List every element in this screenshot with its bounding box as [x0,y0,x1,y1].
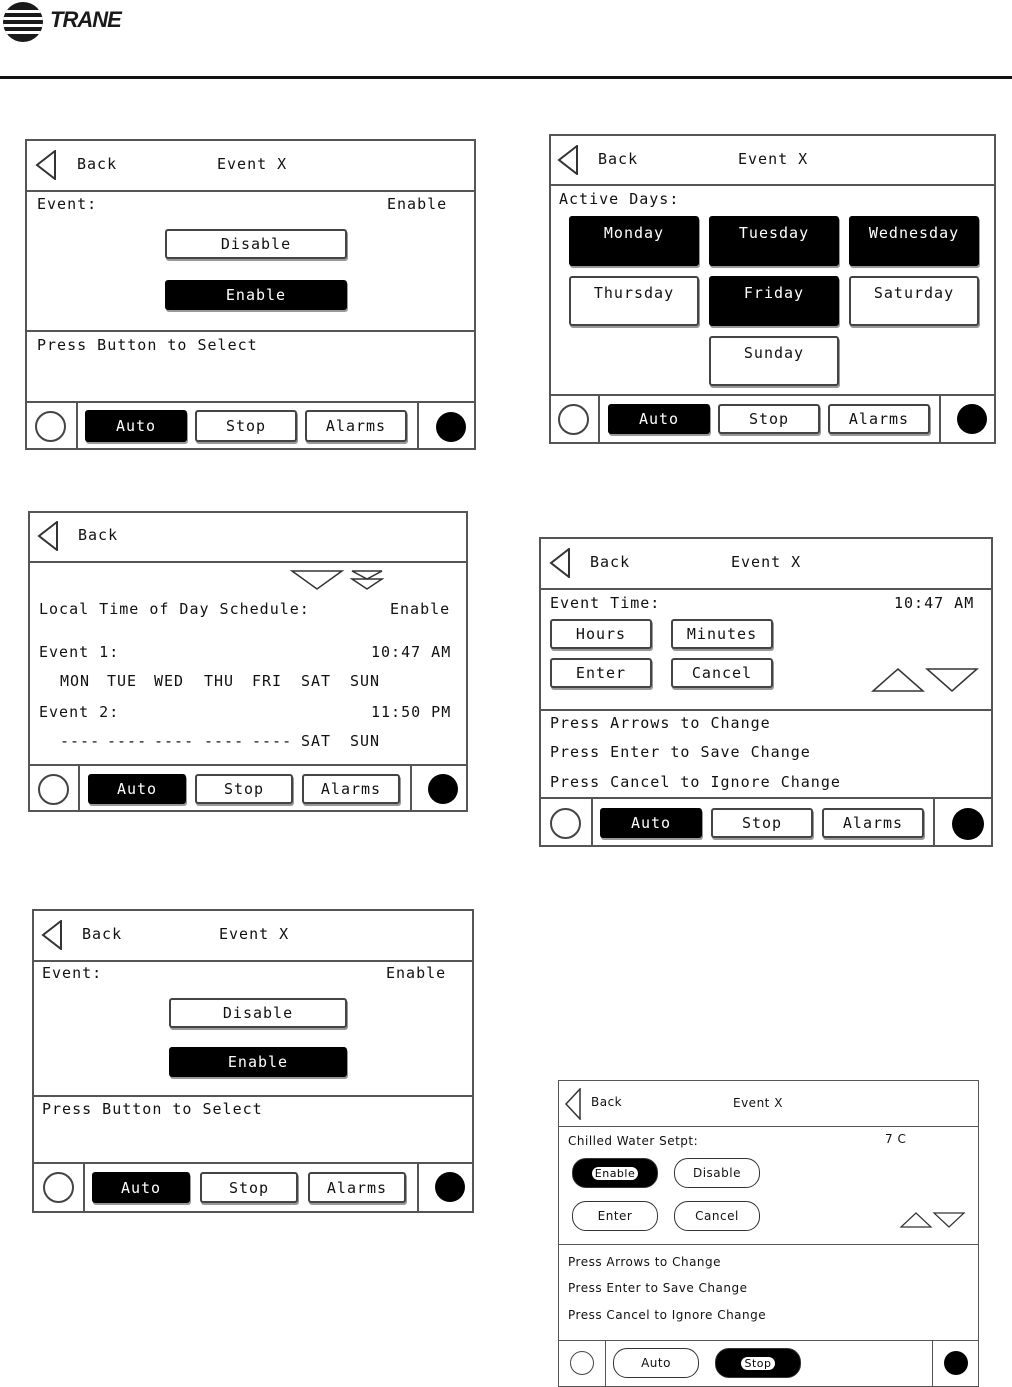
content-area [27,192,474,332]
status-indicator-off [570,1351,594,1375]
status-indicator-on [944,1351,968,1375]
content-area [559,1127,978,1245]
enable-label: Enable [592,1167,638,1180]
event1-time: 10:47 AM [371,643,452,661]
nav-bar [559,1341,978,1386]
screen-title: Event X [217,155,288,173]
hours-button[interactable]: Hours [550,619,652,649]
title-bar [27,141,474,192]
screen-schedule [28,511,468,812]
nav-bar [34,1164,472,1211]
nav-bar [30,766,466,810]
title-bar [541,539,991,590]
screen-title: Event X [731,553,802,571]
nav-alarms-button[interactable]: Alarms [302,774,400,804]
screen-chilled-water-setpoint [558,1080,979,1387]
screen-title: Event X [738,150,809,168]
event2-day: ---- [154,732,195,750]
schedule-label: Local Time of Day Schedule: [39,600,310,618]
scroll-down-arrows-icon[interactable] [290,569,384,591]
instruction-enter: Press Enter to Save Change [550,743,811,761]
title-bar [34,911,472,962]
status-indicator-on [436,412,466,442]
day-tuesday-button[interactable]: Tuesday [709,216,839,266]
title-bar [30,513,466,563]
minutes-button[interactable]: Minutes [671,619,773,649]
enable-button[interactable]: Enable [165,280,347,310]
instruction-text: Press Button to Select [37,336,258,354]
nav-bar [541,799,991,845]
event1-day: MON [60,672,91,690]
event2-day: ---- [107,732,148,750]
instruction-text: Press Button to Select [42,1100,263,1118]
nav-auto-button[interactable]: Auto [613,1348,699,1378]
event-label: Event: [37,195,98,213]
nav-bar [27,403,474,448]
instruction-enter: Press Enter to Save Change [568,1281,748,1295]
nav-alarms-button[interactable]: Alarms [308,1172,406,1203]
instruction-area [27,332,474,403]
nav-auto-button[interactable]: Auto [88,774,186,804]
event2-day: SUN [350,732,381,750]
screen-active-days [549,134,996,444]
status-indicator-off [558,404,589,435]
back-label[interactable]: Back [591,1095,623,1109]
back-arrow-icon[interactable] [557,145,579,175]
back-label[interactable]: Back [590,553,631,571]
event2-day: ---- [204,732,245,750]
event-label: Event: [42,964,103,982]
back-label[interactable]: Back [78,526,119,544]
nav-alarms-button[interactable]: Alarms [305,410,407,442]
back-label[interactable]: Back [82,925,123,943]
nav-auto-button[interactable]: Auto [92,1172,190,1203]
brand-name: TRANE [50,7,121,32]
instruction-area [541,711,991,799]
nav-alarms-button[interactable]: Alarms [822,808,924,838]
back-arrow-icon[interactable] [37,521,59,551]
event1-day: TUE [107,672,138,690]
back-arrow-icon[interactable] [35,150,57,180]
enter-button[interactable]: Enter [572,1201,658,1231]
nav-stop-label: Stop [741,1357,774,1370]
status-indicator-off [550,808,581,839]
instruction-arrows: Press Arrows to Change [568,1255,722,1269]
back-arrow-icon[interactable] [549,548,571,578]
content-area [541,590,991,711]
title-bar [559,1081,978,1127]
nav-stop-button[interactable]: Stop [711,808,813,838]
day-friday-button[interactable]: Friday [709,276,839,326]
page-header [0,0,1012,80]
setpoint-label: Chilled Water Setpt: [568,1134,699,1148]
event-value: Enable [387,195,448,213]
content-area [551,186,994,396]
status-indicator-off [43,1172,74,1203]
schedule-value: Enable [390,600,451,618]
nav-stop-button[interactable]: Stop [200,1172,298,1203]
nav-auto-button[interactable]: Auto [600,808,702,838]
enable-button[interactable] [572,1158,658,1188]
status-indicator-on [435,1172,465,1202]
nav-stop-button[interactable] [715,1348,801,1378]
nav-bar [551,396,994,442]
up-down-arrows-icon[interactable] [871,667,981,693]
day-monday-button[interactable]: Monday [569,216,699,266]
cancel-button[interactable]: Cancel [671,658,773,688]
day-wednesday-button[interactable]: Wednesday [849,216,979,266]
event1-day: SAT [301,672,332,690]
instruction-cancel: Press Cancel to Ignore Change [568,1308,767,1322]
event1-day: FRI [252,672,283,690]
event2-day: ---- [252,732,293,750]
nav-stop-button[interactable]: Stop [195,410,297,442]
instruction-arrows: Press Arrows to Change [550,714,771,732]
back-arrow-icon[interactable] [41,920,63,950]
cancel-button[interactable]: Cancel [674,1201,760,1231]
up-down-arrows-icon[interactable] [899,1211,967,1229]
enter-button[interactable]: Enter [550,658,652,688]
disable-button[interactable]: Disable [674,1158,760,1188]
status-indicator-off [35,411,66,442]
event2-label: Event 2: [39,703,120,721]
day-thursday-button[interactable]: Thursday [569,276,699,326]
status-indicator-off [38,774,69,805]
nav-auto-button[interactable]: Auto [608,404,710,434]
title-bar [551,136,994,186]
event1-day: THU [204,672,235,690]
instruction-cancel: Press Cancel to Ignore Change [550,773,841,791]
header-rule [0,76,1012,79]
event-time-value: 10:47 AM [894,594,975,612]
status-indicator-on [957,404,987,434]
screen-title: Event X [733,1096,783,1110]
event2-day: ---- [60,732,101,750]
nav-auto-button[interactable]: Auto [85,410,187,442]
back-arrow-icon[interactable] [564,1088,582,1120]
instruction-area [559,1245,978,1341]
event1-label: Event 1: [39,643,120,661]
trane-logo-icon [3,2,43,42]
screen-event-enable-2 [32,909,474,1213]
status-indicator-on [952,808,984,840]
back-label[interactable]: Back [598,150,639,168]
active-days-label: Active Days: [559,190,680,208]
screen-event-time [539,537,993,847]
event2-day: SAT [301,732,332,750]
status-indicator-on [428,774,458,804]
instruction-area [34,1097,472,1164]
screen-title: Event X [219,925,290,943]
back-label[interactable]: Back [77,155,118,173]
setpoint-value: 7 C [885,1132,907,1146]
disable-button[interactable]: Disable [165,229,347,259]
disable-button[interactable]: Disable [169,998,347,1028]
nav-alarms-button[interactable]: Alarms [828,404,930,434]
enable-button[interactable]: Enable [169,1047,347,1077]
nav-stop-button[interactable]: Stop [718,404,820,434]
event-value: Enable [386,964,447,982]
event1-day: WED [154,672,185,690]
event1-day: SUN [350,672,381,690]
event2-time: 11:50 PM [371,703,452,721]
content-area [34,962,472,1097]
day-sunday-button[interactable]: Sunday [709,336,839,386]
event-time-label: Event Time: [550,594,661,612]
content-area [30,563,466,766]
day-saturday-button[interactable]: Saturday [849,276,979,326]
screen-event-enable-1 [25,139,476,450]
nav-stop-button[interactable]: Stop [195,774,293,804]
